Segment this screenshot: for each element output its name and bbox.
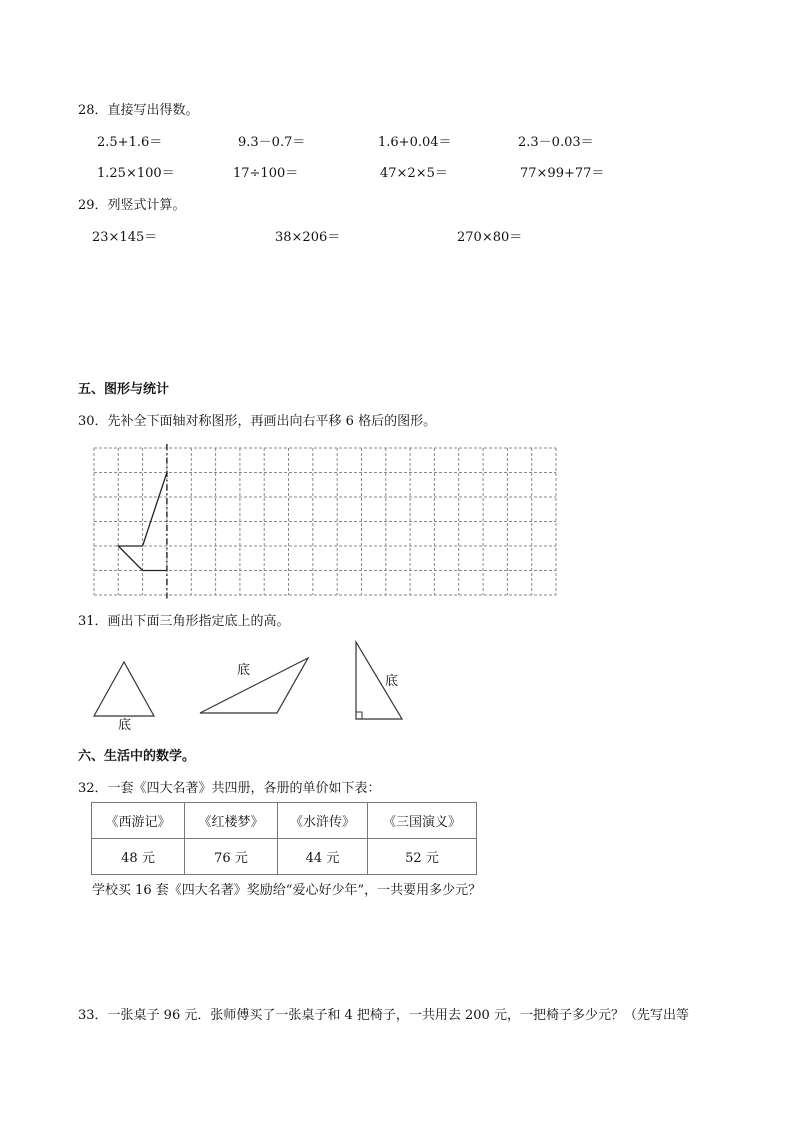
q29-expr-2: 38×206＝ (275, 230, 341, 245)
triangle-1-base-label: 底 (118, 718, 132, 733)
triangle-3-base-label: 底 (385, 674, 399, 689)
q32-title: 32．一套《四大名著》共四册，各册的单价如下表： (78, 781, 381, 796)
table-cell: 48 元 (92, 839, 185, 875)
q28-title: 28．直接写出得数。 (78, 103, 199, 118)
q28-expr-6: 17÷100＝ (233, 166, 299, 181)
q28-expr-1: 2.5+1.6＝ (97, 135, 163, 150)
right-angle-mark (356, 712, 362, 719)
q31-triangle-figures (92, 640, 412, 740)
q28-expr-3: 1.6+0.04＝ (378, 135, 452, 150)
table-header-cell: 《水浒传》 (278, 803, 368, 839)
q31-title: 31．画出下面三角形指定底上的高。 (78, 614, 290, 629)
table-header-cell: 《红楼梦》 (185, 803, 278, 839)
table-row (92, 839, 477, 875)
q28-expr-8: 77×99+77＝ (520, 166, 605, 181)
table-cell: 76 元 (185, 839, 278, 875)
table-cell: 44 元 (278, 839, 368, 875)
table-cell: 52 元 (368, 839, 477, 875)
q29-expr-1: 23×145＝ (92, 230, 158, 245)
table-header-cell: 《西游记》 (92, 803, 185, 839)
section-6-heading: 六、生活中的数学。 (78, 749, 196, 764)
q33-title: 33．一张桌子 96 元．张师傅买了一张桌子和 4 把椅子，一共用去 200 元，一把椅子多少元？（先写出等 (78, 1008, 689, 1023)
q29-title: 29．列竖式计算。 (78, 198, 186, 213)
q28-expr-4: 2.3－0.03＝ (518, 135, 594, 150)
triangle-2-base-label: 底 (237, 663, 251, 678)
q29-expr-3: 270×80＝ (457, 230, 523, 245)
triangle-acute (94, 662, 154, 716)
section-5-heading: 五、图形与统计 (78, 382, 170, 397)
q28-expr-5: 1.25×100＝ (97, 166, 175, 181)
q28-expr-2: 9.3－0.7＝ (238, 135, 306, 150)
q30-grid-figure (94, 448, 558, 596)
q30-title: 30．先补全下面轴对称图形，再画出向右平移 6 格后的图形。 (78, 414, 437, 429)
q28-expr-7: 47×2×5＝ (380, 166, 448, 181)
triangle-obtuse (200, 658, 308, 713)
table-header-row (92, 803, 477, 839)
price-table (91, 802, 477, 875)
q32-question: 学校买 16 套《四大名著》奖励给“爱心好少年”，一共要用多少元？ (92, 883, 482, 898)
table-header-cell: 《三国演义》 (368, 803, 477, 839)
